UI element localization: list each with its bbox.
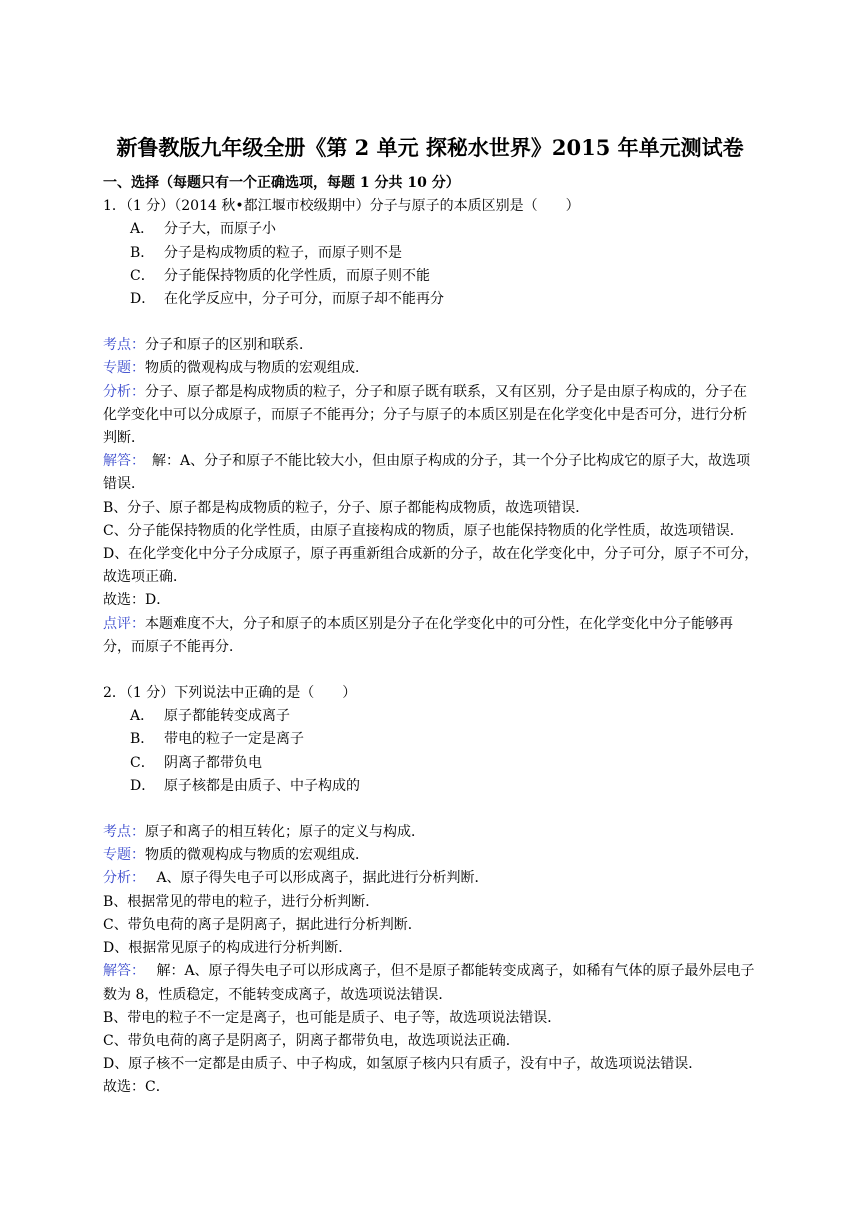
option-letter: D．	[130, 777, 156, 794]
question-2-fenxi	[103, 867, 759, 890]
dianping-text: 本题难度不大，分子和原子的本质区别是分子在化学变化中的可分性，在化学变化中分子能够再分，而原子不能再分．	[103, 615, 733, 655]
option-text: 分子能保持物质的化学性质，而原子则不能	[164, 267, 430, 284]
question-1-fenxi	[103, 381, 759, 451]
zhuanti-label: 专题：	[103, 847, 145, 864]
question-1-stem: 1．（1 分）（2014 秋•都江堰市校级期中）分子与原子的本质区别是（ ）	[103, 198, 580, 215]
fenxi-text: 分子、原子都是构成物质的粒子，分子和原子既有联系，又有区别，分子是由原子构成的，分子在化学变化中可以分成原子，而原子不能再分；分子与原子的本质区别是在化学变化中是否可分，进行分析判断．	[103, 383, 747, 447]
question-2-fenxi-d: D、根据常见原子的构成进行分析判断．	[103, 940, 353, 957]
question-2-explain-d: D、原子核不一定都是由质子、中子构成，如氢原子核内只有质子，没有中子，故选项说法错误．	[103, 1056, 703, 1073]
option-letter: A．	[130, 221, 155, 238]
question-2-option-d[interactable]	[103, 775, 759, 798]
jieda-label: 解答：	[103, 963, 138, 980]
question-2-zhuanti	[103, 844, 759, 867]
jieda-text: 解：A、分子和原子不能比较大小，但由原子构成的分子，其一个分子比构成它的原子大，故选项错误．	[103, 453, 751, 493]
question-2-option-c[interactable]	[103, 752, 759, 775]
zhuanti-text: 物质的微观构成与物质的宏观组成．	[145, 847, 369, 864]
option-letter: A．	[130, 708, 155, 725]
question-1-kaodian	[103, 334, 759, 357]
question-1-zhuanti	[103, 357, 759, 380]
question-1-option-d[interactable]	[103, 288, 759, 311]
question-1-answer: 故选：D．	[103, 592, 171, 609]
question-2-jieda	[103, 960, 759, 1006]
zhuanti-text: 物质的微观构成与物质的宏观组成．	[145, 360, 369, 377]
spacer	[103, 659, 759, 682]
option-text: 分子大，而原子小	[164, 221, 276, 238]
question-2-option-b[interactable]	[103, 728, 759, 751]
question-2-kaodian	[103, 821, 759, 844]
section-heading: 一、选择（每题只有一个正确选项，每题 1 分共 10 分）	[103, 175, 460, 191]
kaodian-text: 分子和原子的区别和联系．	[145, 337, 313, 354]
option-letter: B．	[130, 244, 155, 261]
kaodian-label: 考点：	[103, 337, 145, 354]
spacer	[103, 798, 759, 821]
fenxi-text: A、原子得失电子可以形成离子，据此进行分析判断．	[138, 870, 489, 887]
option-text: 原子核都是由质子、中子构成的	[164, 777, 360, 794]
question-2-answer: 故选：C．	[103, 1079, 170, 1096]
question-1-option-c[interactable]	[103, 265, 759, 288]
question-1-jieda	[103, 450, 759, 496]
option-text: 原子都能转变成离子	[164, 708, 290, 725]
dianping-label: 点评：	[103, 615, 145, 632]
option-letter: B．	[130, 731, 155, 748]
question-1-dianping	[103, 613, 759, 659]
fenxi-label: 分析：	[103, 870, 138, 887]
option-letter: C．	[130, 267, 155, 284]
question-1-explain-c: C、分子能保持物质的化学性质，由原子直接构成的物质，原子也能保持物质的化学性质，故选项错误．	[103, 522, 744, 539]
option-text: 分子是构成物质的粒子，而原子则不是	[164, 244, 402, 261]
fenxi-label: 分析：	[103, 383, 145, 400]
option-text: 在化学反应中，分子可分，而原子却不能再分	[164, 291, 444, 308]
spacer	[103, 311, 759, 334]
question-2-stem: 2．（1 分）下列说法中正确的是（ ）	[103, 685, 357, 702]
question-2-fenxi-c: C、带负电荷的离子是阴离子，据此进行分析判断．	[103, 916, 422, 933]
kaodian-label: 考点：	[103, 824, 145, 841]
question-2-explain-c: C、带负电荷的离子是阴离子，阴离子都带负电，故选项说法正确．	[103, 1032, 520, 1049]
question-1-option-b[interactable]	[103, 242, 759, 265]
document-content	[103, 172, 759, 1100]
question-2-fenxi-b: B、根据常见的带电的粒子，进行分析判断．	[103, 893, 380, 910]
question-1-explain-d: D、在化学变化中分子分成原子，原子再重新组合成新的分子，故在化学变化中，分子可分，原子不可分，故选项正确．	[103, 546, 759, 586]
question-1-explain-b: B、分子、原子都是构成物质的粒子，分子、原子都能构成物质，故选项错误．	[103, 499, 590, 516]
question-2-option-a[interactable]	[103, 705, 759, 728]
jieda-label: 解答：	[103, 453, 138, 470]
option-letter: C．	[130, 754, 155, 771]
option-letter: D．	[130, 291, 156, 308]
page-title: 新鲁教版九年级全册《第 2 单元 探秘水世界》2015 年单元测试卷	[116, 135, 744, 160]
option-text: 阴离子都带负电	[164, 754, 262, 771]
option-text: 带电的粒子一定是离子	[164, 731, 304, 748]
zhuanti-label: 专题：	[103, 360, 145, 377]
jieda-text: 解：A、原子得失电子可以形成离子，但不是原子都能转变成离子，如稀有气体的原子最外层电子数为 8，性质稳定，不能转变成离子，故选项说法错误．	[103, 963, 755, 1003]
question-2-explain-b: B、带电的粒子不一定是离子，也可能是质子、电子等，故选项说法错误．	[103, 1009, 562, 1026]
question-1-option-a[interactable]	[103, 218, 759, 241]
kaodian-text: 原子和离子的相互转化；原子的定义与构成．	[145, 824, 425, 841]
